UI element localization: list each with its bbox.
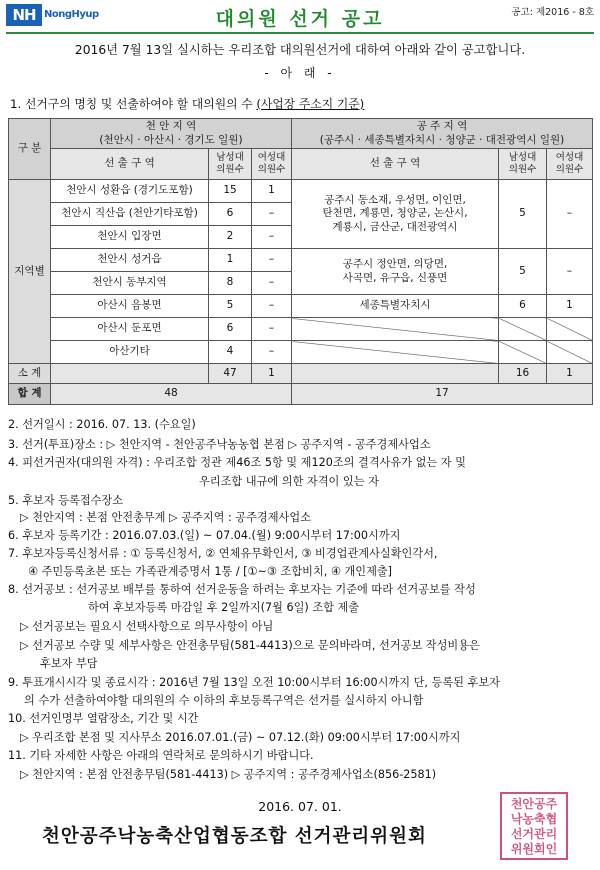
item-11: 11. 기타 자세한 사항은 아래의 연락처로 문의하시기 바랍니다. xyxy=(8,749,314,762)
item-6: 6. 후보자 등록기간 : 2016.07.03.(일) ~ 07.04.(월) 9:00시부터 17:00시까지 xyxy=(8,529,401,542)
empty-cell xyxy=(547,318,593,341)
gongju-district-name: 세종특별자치시 xyxy=(292,295,499,318)
item-4: 4. 피선거권자(대의원 자격) : 우리조합 정관 제46조 5항 및 제120조의 결격사유가 없는 자 및 xyxy=(8,456,466,469)
male-count: 5 xyxy=(209,295,252,318)
subtotal-gongju-female: 1 xyxy=(547,364,593,384)
male-count: 6 xyxy=(209,318,252,341)
item-8-note-2: ▷ 선거공보 수량 및 세부사항은 안전총무팀(581-4413)으로 문의바라며, 선거공보 작성비용은 xyxy=(20,639,480,652)
item-9-cont: 의 수가 선출하여야할 대의원의 수 이하의 후보등록구역은 선거를 실시하지 아니함 xyxy=(24,694,424,707)
col-gubun: 구 분 xyxy=(9,119,51,180)
item-5: 5. 후보자 등록접수장소 xyxy=(8,494,124,507)
empty-cell xyxy=(499,341,547,364)
male-count: 4 xyxy=(209,341,252,364)
district-name: 천안시 입장면 xyxy=(51,226,209,249)
logo-text: NongHyup xyxy=(44,9,99,20)
h-male: 남성대 의원수 xyxy=(209,149,252,180)
region-label: 지역별 xyxy=(9,180,51,364)
total-gongju: 17 xyxy=(292,384,593,405)
gongju-district-name: 공주시 동소재, 우성면, 이인면, 탄천면, 계룡면, 청양군, 논산시, 계룡시, 금산군, 대전광역시 xyxy=(292,180,499,249)
h-district: 선 출 구 역 xyxy=(51,149,209,180)
male-count: 8 xyxy=(209,272,252,295)
female-count: – xyxy=(252,272,292,295)
subtotal-cheonan-male: 47 xyxy=(209,364,252,384)
subtotal-gongju-male: 16 xyxy=(499,364,547,384)
gongju-male-count: 6 xyxy=(499,295,547,318)
male-count: 2 xyxy=(209,226,252,249)
subtotal-blank xyxy=(51,364,209,384)
gongju-district-name: 공주시 정안면, 의당면, 사곡면, 유구읍, 신풍면 xyxy=(292,249,499,295)
below-heading: - 아 래 - xyxy=(264,66,336,80)
cheonan-title: 천 안 지 역 xyxy=(145,120,197,133)
item-7-cont: ④ 주민등록초본 또는 가족관계증명서 1통 / [①~③ 조합비치, ④ 개인제출] xyxy=(28,565,393,578)
h-female: 여성대 의원수 xyxy=(252,149,292,180)
logo-mark: NH xyxy=(6,4,42,26)
gongju-male-count: 5 xyxy=(499,180,547,249)
item-5-detail: ▷ 천안지역 : 본점 안전총무계 ▷ 공주지역 : 공주경제사업소 xyxy=(20,511,311,524)
official-seal: 천안공주 낙농축협 선거관리 위원회인 xyxy=(500,792,568,860)
item-9: 9. 투표개시시각 및 종료시각 : 2016년 7월 13일 오전 10:00시부터 16:00시까지 단, 등록된 후보자 xyxy=(8,676,500,689)
gongju-female-count: 1 xyxy=(547,295,593,318)
female-count: – xyxy=(252,226,292,249)
item-2: 2. 선거일시 : 2016. 07. 13. (수요일) xyxy=(8,418,196,431)
empty-cell xyxy=(292,341,499,364)
cheonan-header xyxy=(51,119,292,149)
district-table xyxy=(8,118,593,405)
item-10: 10. 선거인명부 열람장소, 기간 및 시간 xyxy=(8,712,199,725)
section-1-note: (사업장 주소지 기준) xyxy=(256,97,365,111)
district-name: 천안시 직산읍 (천안기타포함) xyxy=(51,203,209,226)
district-name: 아산기타 xyxy=(51,341,209,364)
item-10-detail: ▷ 우리조합 본점 및 지사무소 2016.07.01.(금) ~ 07.12.(화) 09:00시부터 17:00시까지 xyxy=(20,731,461,744)
h-female: 여성대 의원수 xyxy=(547,149,593,180)
female-count: – xyxy=(252,249,292,272)
gongju-title: 공 주 지 역 xyxy=(416,120,468,133)
notice-date: 2016. 07. 01. xyxy=(258,799,342,814)
female-count: – xyxy=(252,318,292,341)
female-count: – xyxy=(252,203,292,226)
district-name: 아산시 음봉면 xyxy=(51,295,209,318)
male-count: 1 xyxy=(209,249,252,272)
gongju-sub: (공주시 · 세종특별자치시 · 청양군 · 대전광역시 일원) xyxy=(319,133,565,146)
item-4-cont: 우리조합 내규에 의한 자격이 있는 자 xyxy=(199,475,379,488)
cheonan-sub: (천안시 · 아산시 · 경기도 일원) xyxy=(99,133,243,146)
gongju-female-count: – xyxy=(547,249,593,295)
total-cheonan: 48 xyxy=(51,384,292,405)
section-1-heading xyxy=(10,95,364,112)
intro-text: 2016년 7월 13일 실시하는 우리조합 대의원선거에 대하여 아래와 같이 공고합니다. xyxy=(74,43,526,57)
total-label: 합 계 xyxy=(9,384,51,405)
empty-cell xyxy=(292,318,499,341)
item-8-note-2-cont: 후보자 부담 xyxy=(40,657,98,670)
h-district: 선 출 구 역 xyxy=(292,149,499,180)
header xyxy=(0,0,600,36)
subtotal-blank xyxy=(292,364,499,384)
female-count: 1 xyxy=(252,180,292,203)
female-count: – xyxy=(252,341,292,364)
header-divider xyxy=(6,32,594,34)
item-11-detail: ▷ 천안지역 : 본점 안전총무팀(581-4413) ▷ 공주지역 : 공주경제사업소(856-2581) xyxy=(20,768,437,781)
item-3: 3. 선거(투표)장소 : ▷ 천안지역 - 천안공주낙농농협 본점 ▷ 공주지역 - 공주경제사업소 xyxy=(8,438,431,451)
gongju-female-count: – xyxy=(547,180,593,249)
subtotal-label: 소 계 xyxy=(9,364,51,384)
page-title: 대의원 선거 공고 xyxy=(215,8,385,30)
empty-cell xyxy=(547,341,593,364)
male-count: 15 xyxy=(209,180,252,203)
gongju-header xyxy=(292,119,593,149)
item-8: 8. 선거공보 : 선거공보 배부를 통하여 선거운동을 하려는 후보자는 기준에 따라 선거공보를 작성 xyxy=(8,583,476,596)
male-count: 6 xyxy=(209,203,252,226)
empty-cell xyxy=(499,318,547,341)
district-name: 천안시 동부지역 xyxy=(51,272,209,295)
district-name: 천안시 성환읍 (경기도포함) xyxy=(51,180,209,203)
item-7: 7. 후보자등록신청서류 : ① 등록신청서, ② 연체유무확인서, ③ 비경업관계사실확인각서, xyxy=(8,547,438,560)
item-8-note-1: ▷ 선거공보는 필요시 선택사항으로 의무사항이 아님 xyxy=(20,620,274,633)
gongju-male-count: 5 xyxy=(499,249,547,295)
h-male: 남성대 의원수 xyxy=(499,149,547,180)
section-1-text: 1. 선거구의 명칭 및 선출하여야 할 대의원의 수 xyxy=(10,97,257,111)
item-8-cont: 하여 후보자등록 마감일 후 2일까지(7월 6일) 조합 제출 xyxy=(88,601,360,614)
subtotal-cheonan-female: 1 xyxy=(252,364,292,384)
document-number: 공고: 제2016 - 8호 xyxy=(511,7,594,18)
organization-name: 천안공주낙농축산업협동조합 선거관리위원회 xyxy=(42,826,427,847)
district-name: 아산시 둔포면 xyxy=(51,318,209,341)
female-count: – xyxy=(252,295,292,318)
district-name: 천안시 성거읍 xyxy=(51,249,209,272)
